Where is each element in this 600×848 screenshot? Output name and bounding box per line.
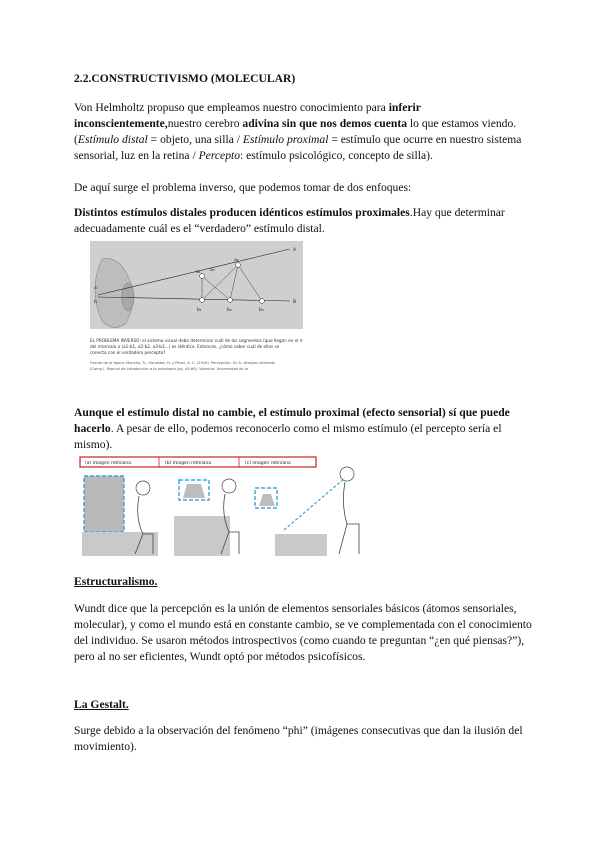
point-b1 — [200, 298, 205, 303]
text-run: nuestro cerebro — [167, 117, 243, 130]
paragraph-problema-inverso: De aquí surge el problema inverso, que podemos tomar de dos enfoques: — [74, 181, 412, 194]
paragraph-gestalt: Surge debido a la observación del fenómeno “phi” (imágenes consecutivas que dan la ilusión del movimiento). — [74, 724, 523, 753]
bold-run: Aunque el estímulo distal no cambie, el estímulo proximal (efecto sensorial) sí que puede hacerlo — [74, 406, 510, 435]
line-of-sight — [284, 478, 345, 530]
point-b2 — [228, 298, 233, 303]
text-run: = objeto, una silla / — [147, 133, 243, 146]
table-c — [275, 534, 327, 556]
label-a: a — [94, 286, 97, 291]
label-B: B — [293, 300, 297, 305]
caption-line-5: (Comp.), Manual de introducción a la psicología (pp. 49-66). Valencia: Universidad de la — [90, 367, 248, 371]
panel-label-b: (b) imagen retiniana — [165, 461, 212, 466]
caption-line-4: Fuente de la figura: Mancha, R., González, H. y Pérez, A. C. (2016). Percepción. En A. Vázquez-Valverde — [90, 361, 275, 365]
paragraph-distintos-estimulos — [74, 205, 534, 237]
person-head-a — [136, 481, 150, 495]
text-run: .Hay que determinar adecuadamente cuál es el “verdadero” estímulo distal. — [74, 206, 505, 235]
person-head-b — [222, 479, 236, 493]
table-a — [82, 532, 158, 556]
paragraph-helmholtz — [74, 100, 534, 164]
label-b2: b₂ — [227, 308, 232, 313]
retinal-image-a — [84, 476, 124, 532]
italic-run: Estímulo distal — [77, 133, 148, 146]
person-head-c — [340, 467, 354, 481]
retinal-images-diagram — [79, 456, 368, 563]
italic-run: Estímulo proximal — [242, 133, 329, 146]
figure-inverse-problem — [90, 241, 303, 385]
heading-estructuralismo: Estructuralismo. — [74, 575, 158, 588]
text-run: . A pesar de ello, podemos reconocerlo como el mismo estímulo (el percepto sería el mismo). — [74, 422, 502, 451]
section-title: 2.2.CONSTRUCTIVISMO (MOLECULAR) — [74, 72, 296, 85]
label-b1: b₁ — [197, 308, 202, 313]
bold-run: Distintos estímulos distales producen idénticos estímulos proximales — [74, 206, 410, 219]
panel-label-c: (c) imagen retiniana — [245, 461, 291, 466]
text-run: : estímulo psicológico, concepto de silla). — [240, 149, 433, 162]
panel-label-a: (a) imagen retiniana — [85, 461, 132, 466]
retinal-image-b — [183, 484, 205, 498]
text-run: Von Helmholtz propuso que empleamos nuestro conocimiento para — [74, 101, 389, 114]
eye-diagram — [90, 241, 303, 385]
caption-line-1: EL PROBLEMA INVERSO: el sistema visual debe determinar cuál de los segmentos (que llegan en el mismo — [90, 338, 303, 343]
point-a2 — [236, 263, 241, 268]
caption-line-3: conecta con el verdadero percepto? — [90, 350, 166, 355]
italic-run: Percepto — [198, 149, 241, 162]
label-A: A — [293, 248, 297, 253]
text-run: lo que estamos viendo.( — [74, 117, 517, 146]
caption-line-2: del intervalo a (a1-b1, a2-b2, a3-b3...) es idéntico. Entonces, ¿cómo saber cuál de ellos se — [90, 344, 280, 349]
bold-run: inferir inconscientemente, — [74, 101, 421, 130]
label-a2: a₂ — [234, 258, 239, 263]
label-b: b — [94, 300, 97, 305]
figure-retinal-images — [79, 456, 368, 563]
text-run: = estímulo que ocurre en nuestro sistema sensorial, luz en la retina / — [74, 133, 522, 162]
retinal-image-c — [259, 494, 275, 506]
table-b — [174, 516, 230, 556]
eye-lens — [122, 283, 134, 311]
bold-run: adivina sin que nos demos cuenta — [242, 117, 407, 130]
label-b3: b₃ — [259, 308, 264, 313]
paragraph-wundt: Wundt dice que la percepción es la unión de elementos sensoriales básicos (átomos sensoriales, molecular), y como el mundo está en constante cambio, se ve complementada con el conocimiento del individuo. Se usaron métodos introspectivos (como cuando te preguntan “¿en qué piensas?”), pero al no ser eficientes, Wundt optó por métodos psicofísicos. — [74, 602, 532, 663]
paragraph-aunque — [74, 405, 534, 453]
point-b3 — [260, 299, 265, 304]
label-a3: a₃ — [210, 268, 215, 273]
label-a1: a₁ — [196, 270, 201, 275]
person-body-c — [339, 482, 359, 554]
heading-gestalt: La Gestalt. — [74, 698, 129, 711]
